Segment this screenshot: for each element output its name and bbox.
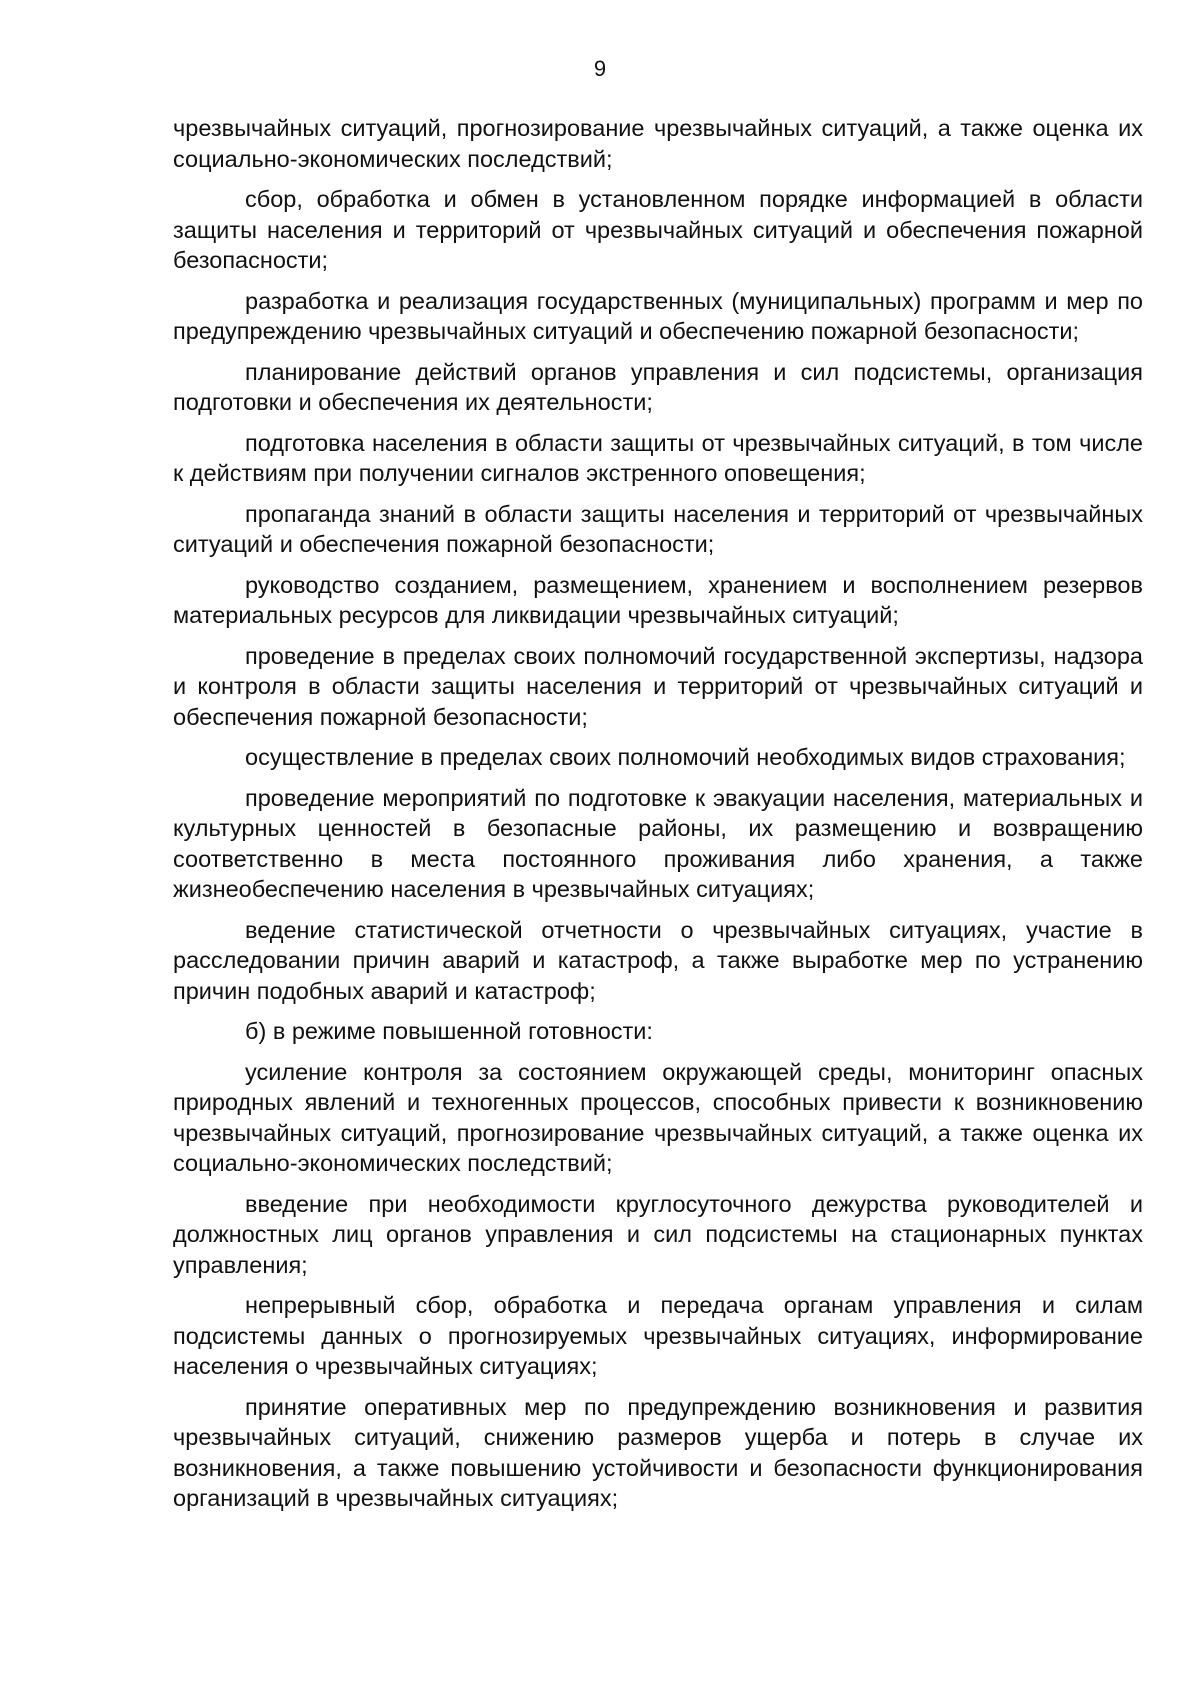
paragraph: чрезвычайных ситуаций, прогнозирование чрезвычайных ситуаций, а также оценка их социально-экономических последствий; (173, 115, 1143, 172)
paragraph: сбор, обработка и обмен в установленном порядке информацией в области защиты населения и территорий от чрезвычайных ситуаций и обеспечения пожарной безопасности; (173, 186, 1143, 273)
paragraph: непрерывный сбор, обработка и передача органам управления и силам подсистемы данных о прогнозируемых чрезвычайных ситуациях, информирование населения о чрезвычайных ситуациях; (173, 1292, 1143, 1379)
paragraph: пропаганда знаний в области защиты населения и территорий от чрезвычайных ситуаций и обеспечения пожарной безопасности; (173, 500, 1143, 557)
section-heading: б) в режиме повышенной готовности: (245, 1018, 653, 1044)
paragraph: осуществление в пределах своих полномочий необходимых видов страхования; (245, 744, 1126, 770)
document-body (173, 113, 1143, 1524)
paragraph: разработка и реализация государственных (муниципальных) программ и мер по предупреждению чрезвычайных ситуаций и обеспечению пожарной безопасности; (173, 287, 1143, 344)
paragraph: введение при необходимости круглосуточного дежурства руководителей и должностных лиц органов управления и сил подсистемы на стационарных пунктах управления; (173, 1190, 1143, 1278)
paragraph: руководство созданием, размещением, хранением и восполнением резервов материальных ресурсов для ликвидации чрезвычайных ситуаций; (173, 571, 1143, 628)
paragraph: принятие оперативных мер по предупреждению возникновения и развития чрезвычайных ситуаций, снижению размеров ущерба и потерь в случае их возникновения, а также повышению устойчивости и безопасности функционирования организаций в чрезвычайных ситуациях; (173, 1393, 1143, 1511)
paragraph: подготовка населения в области защиты от чрезвычайных ситуаций, в том числе к действиям при получении сигналов экстренного оповещения; (173, 429, 1143, 486)
paragraph: планирование действий органов управления и сил подсистемы, организация подготовки и обеспечения их деятельности; (173, 358, 1143, 415)
paragraph: проведение мероприятий по подготовке к эвакуации населения, материальных и культурных ценностей в безопасные районы, их размещению и возвращению соответственно в места постоянного проживания либо хранения, а также жизнеобеспечению населения в чрезвычайных ситуациях; (173, 784, 1143, 902)
paragraph: усиление контроля за состоянием окружающей среды, мониторинг опасных природных явлений и техногенных процессов, способных привести к возникновению чрезвычайных ситуаций, прогнозирование чрезвычайных ситуаций, а также оценка их социально-экономических последствий; (173, 1058, 1143, 1176)
paragraph: ведение статистической отчетности о чрезвычайных ситуациях, участие в расследовании причин аварий и катастроф, а также выработке мер по устранению причин подобных аварий и катастроф; (173, 916, 1143, 1004)
page-number: 9 (593, 56, 607, 81)
paragraph: проведение в пределах своих полномочий государственной экспертизы, надзора и контроля в области защиты населения и территорий от чрезвычайных ситуаций и обеспечения пожарной безопасности; (173, 642, 1143, 730)
